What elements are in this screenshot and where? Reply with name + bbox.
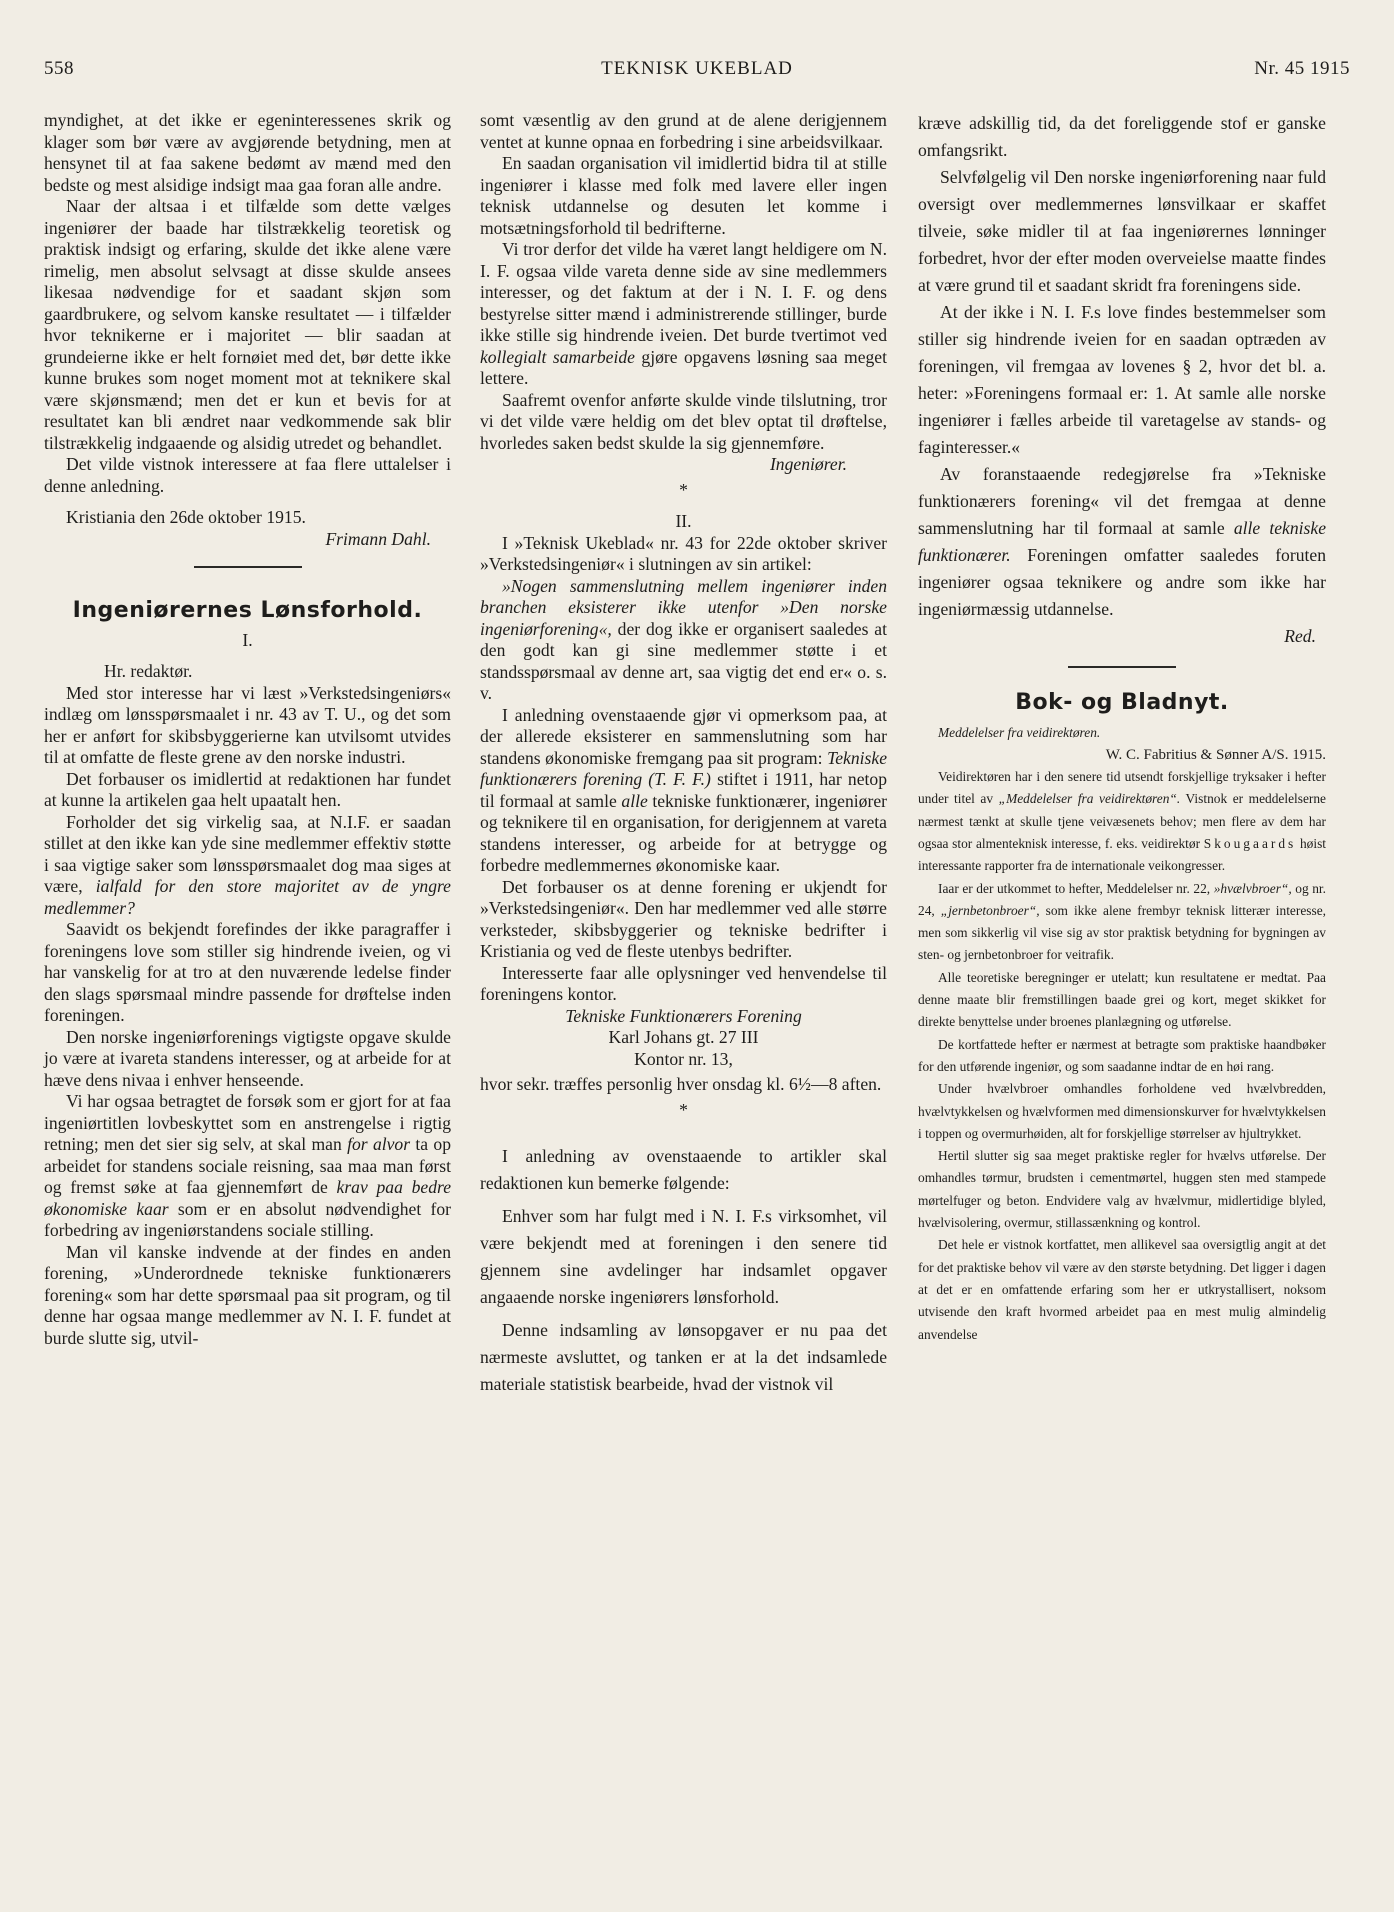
paragraph xyxy=(918,766,1326,877)
paragraph xyxy=(918,461,1326,623)
paragraph: Det forbauser os imidlertid at redaktionen har fundet at kunne la artikelen gaa helt upaatalt hen. xyxy=(44,768,451,810)
paragraph: hvor sekr. træffes personlig hver onsdag kl. 6½—8 aften. xyxy=(480,1074,882,1094)
paragraph: De kortfattede hefter er nærmest at betragte som praktiske haandbøker for den utførende ingeniør, og som saadanne indtar de en høi rang. xyxy=(918,1036,1326,1074)
page-number: 558 xyxy=(44,58,74,79)
paragraph: En saadan organisation vil imidlertid bidra til at stille ingeniører i klasse med folk med lavere eller ingen teknisk utdannelse og desuten let komme i motsætningsforhold til bedrifterne. xyxy=(480,153,887,238)
emphasis: krav paa bedre økonomiske kaar xyxy=(44,1177,452,1219)
text-run: Av foranstaaende redegjørelse fra »Tekniske funktionærers forening« vil det fremgaa at denne sammenslutning har til formaal at samle xyxy=(918,464,1326,538)
text-run: Iaar er der utkommet to hefter, Meddelelser nr. 22, xyxy=(938,880,1211,896)
issue-number: Nr. 45 1915 xyxy=(1254,58,1350,79)
organisation-name: Tekniske Funktionærers Forening xyxy=(565,1005,802,1026)
address-line: Karl Johans gt. 27 III xyxy=(608,1027,759,1047)
text-run: høist interessante rapporter fra de internationale veikongresser. xyxy=(918,835,1326,874)
paragraph xyxy=(918,878,1326,967)
paragraph xyxy=(480,705,887,877)
column-left xyxy=(44,110,451,1349)
text-run: som er en absolut nødvendighet for forbedring av ingeniørstandens sociale stilling. xyxy=(44,1198,452,1240)
paragraph: Enhver som har fulgt med i N. I. F.s virksomhet, vil være bekjendt med at foreningen i den senere tid gjennem sine avdelinger har indsamlet opgaver angaaende norske ingeniørers lønsforhold. xyxy=(480,1206,887,1307)
paragraph: Saafremt ovenfor anførte skulde vinde tilslutning, tror vi det vilde være heldig om det blev optat til drøftelse, hvorledes saken bedst skulde la sig gjennemføre. xyxy=(480,389,887,453)
emphasis: for alvor xyxy=(347,1134,411,1154)
paragraph: Med stor interesse har vi læst »Verkstedsingeniørs« indlæg om lønsspørsmaalet i nr. 43 av T. U., og det som her er anført for skibsbyggerierne kan utvilsomt utvides til at omfatte de fleste grene av den norske industri. xyxy=(44,682,451,767)
separator-asterisk: * xyxy=(679,1099,688,1120)
journal-title: TEKNISK UKEBLAD xyxy=(601,58,793,79)
emphasis: „Meddelelser fra veidirektøren“. xyxy=(998,791,1181,807)
emphasis: »Nogen sammenslutning mellem ingeniører inden branchen eksisterer ikke utenfor »Den norske ingeniørforening«, xyxy=(480,575,887,639)
emphasis: alle xyxy=(621,790,648,811)
text-run: der dog ikke er organisert saaledes at den godt kan gi sine medlemmer støtte i et standsspørsmaal av denne art, saa vigtig det end er« o. s. v. xyxy=(480,618,887,703)
paragraph: Denne indsamling av lønsopgaver er nu paa det nærmeste avsluttet, og tanken er at la det indsamlede materiale statistisk bearbeide, hvad der vistnok vil xyxy=(480,1320,887,1394)
text-run: tekniske funktionærer, ingeniører og teknikere til en organisation, for derigjennem at vareta standens interesser, og arbeide for at betrygge og forbedre medlemmernes økonomiske kaar. xyxy=(480,790,887,875)
section-divider xyxy=(1068,666,1176,668)
column-middle xyxy=(480,110,887,1398)
text-run: I anledning ovenstaaende gjør vi opmerksom paa, at der allerede eksisterer en sammenslutning som har standens økonomiske fremgang paa sit program: xyxy=(480,704,887,768)
spaced-name: Skougaards xyxy=(1203,835,1297,851)
signature: Ingeniører. xyxy=(769,454,847,474)
text-run: Veidirektøren har i den senere tid utsendt forskjellige tryksaker i hefter under titel av xyxy=(918,769,1326,807)
paragraph: Det vilde vistnok interessere at faa flere uttalelser i denne anledning. xyxy=(44,454,451,496)
emphasis: alle tekniske funktionærer. xyxy=(918,518,1326,565)
text-run: stiftet i 1911, har netop til formaal at samle xyxy=(480,769,888,811)
page-header xyxy=(44,58,1350,88)
paragraph: I »Teknisk Ukeblad« nr. 43 for 22de oktober skriver »Verkstedsingeniør« i slutningen av sin artikel: xyxy=(480,532,887,574)
part-number: I. xyxy=(242,629,253,650)
paragraph xyxy=(44,812,451,920)
salutation: Hr. redaktør. xyxy=(104,661,193,681)
emphasis: Tekniske funktionærers forening (T. F. F.) xyxy=(480,747,887,789)
paragraph xyxy=(480,576,887,705)
emphasis: »hvælvbroer“, xyxy=(1213,880,1292,896)
book-title: Meddelelser fra veidirektøren. xyxy=(938,724,1101,740)
paragraph: Interesserte faar alle oplysninger ved henvendelse til foreningens kontor. xyxy=(480,962,887,1004)
address-line: Kontor nr. 13, xyxy=(634,1048,733,1069)
separator-asterisk: * xyxy=(679,479,688,500)
paragraph: Naar der altsaa i et tilfælde som dette vælges ingeniører der baade har tilstrækkelig teoretisk og praktisk indsigt og erfaring, skulde det ikke alene være rimelig, men absolut selvsagt at disse skulde ansees likesaa nødvendige for et saadant skjøn som gaardbrukere, og selvom kanske resultatet — i tilfælder hvor teknikerne er i majoritet — blir saadan at grundeierne ikke er helt fornøiet med det, bør dette ikke kunne brukes som noget moment mot at teknikere skal være skjønsmænd; men det er kun et bevis for at resultatet kan bli ændret naar vedkommende sak blir tilstrækkelig indgaaende og alsidig utredet og behandlet. xyxy=(44,196,451,453)
paragraph: somt væsentlig av den grund at de alene derigjennem ventet at kunne opnaa en forbedring i sine arbeidsvilkaar. xyxy=(480,110,887,152)
section-title: Bok- og Bladnyt. xyxy=(1015,690,1229,715)
paragraph: myndighet, at det ikke er egeninteressenes skrik og klager som bør være av avgjørende betydning, men at hensynet til at faa sakene bedømt av mænd med den bedste og mest alsidige indsigt maa gaa foran alle andre. xyxy=(44,110,451,195)
text-run: Forholder det sig virkelig saa, at N.I.F. er saadan stillet at den ikke kan yde sine medlemmer effektiv støtte i saa vigtige saker som lønsspørsmaalet dog maa siges at være, xyxy=(44,811,451,896)
text-run: Vistnok er meddelelserne nærmest tænkt at skulle tjene veivæsenets behov; men flere av dem har ogsaa stor almenteknisk interesse, f. eks. veidirektør xyxy=(918,791,1327,851)
paragraph xyxy=(44,1091,451,1242)
paragraph: kræve adskillig tid, da det foreliggende stof er ganske omfangsrikt. xyxy=(918,113,1326,160)
paragraph: Man vil kanske indvende at der findes en anden forening, »Underordnede tekniske funktionærers forening« som har dette spørsmaal paa sit program, og til denne har ogsaa mange medlemmer av N. I. F. fundet at burde slutte sig, utvil- xyxy=(44,1241,451,1348)
section-title: Ingeniørernes Lønsforhold. xyxy=(72,598,423,623)
emphasis: kollegialt samarbeide xyxy=(480,346,635,367)
place-date: Kristiania den 26de oktober 1915. xyxy=(66,507,306,527)
text-run: Foreningen omfatter saaledes foruten ingeniører ogsaa teknikere og andre som ikke har ingeniørmæssig utdannelse. xyxy=(918,545,1327,619)
column-right xyxy=(918,110,1326,1346)
paragraph: I anledning av ovenstaaende to artikler skal redaktionen kun bemerke følgende: xyxy=(480,1146,887,1193)
section-divider xyxy=(194,566,302,568)
emphasis: ialfald for den store majoritet av de yngre medlemmer? xyxy=(44,876,451,918)
paragraph: Selvfølgelig vil Den norske ingeniørforening naar fuld oversigt over medlemmernes lønsvilkaar er skaffet tilveie, søke midler til at faa ingeniørernes lønninger forbedret, hvor der efter moden overveielse maatte findes at være grund til et saadant skridt fra foreningens side. xyxy=(918,167,1326,295)
text-run: gjøre opgavens løsning saa meget lettere. xyxy=(480,346,887,388)
text-run: ta op arbeidet for standens sociale reisning, saa maa man først og fremst søke at faa gjennemført de xyxy=(44,1134,451,1197)
text-run: Vi har ogsaa betragtet de forsøk som er gjort for at faa ingeniørtitlen lovbeskyttet som en anstrengelse i rigtig retning; men det sier sig selv, at skal man xyxy=(44,1091,451,1154)
paragraph: Hertil slutter sig saa meget praktiske regler for hvælvs utførelse. Der omhandles tørmur, brudsten i cementmørtel, huggen sten med stampede mørtelfuger og beton. Endvidere valg av hvælvmur, midlertidige blyled, hvælvisolering, overmur, stillassænkning og kontrol. xyxy=(918,1148,1326,1231)
paragraph: Den norske ingeniørforenings vigtigste opgave skulde jo være at ivareta standens interesser, og at arbeide for at hæve dens nivaa i enhver henseende. xyxy=(44,1026,451,1090)
paragraph: Alle teoretiske beregninger er utelatt; kun resultatene er medtat. Paa denne maate blir fremstillingen baade grei og kort, meget skikket for direkte benyttelse under broenes planlægning og utførelse. xyxy=(918,969,1326,1030)
paragraph: Det forbauser os at denne forening er ukjendt for »Verkstedsingeniør«. Den har medlemmer ved alle større verksteder, skibsbyggerier og tekniske bedrifter i Kristiania og ved de fleste utenbys bedrifter. xyxy=(480,876,887,961)
text-run: Vi tror derfor det vilde ha været langt heldigere om N. I. F. ogsaa vilde vareta denne side av sine medlemmers interesser, og det faktum at der i N. I. F. og dens bestyrelse sitter mænd i administrerende stillinger, burde ikke stille sig hindrende iveien. Det burde tvertimot ved xyxy=(480,239,887,345)
signature: Frimann Dahl. xyxy=(325,528,431,549)
paragraph xyxy=(480,239,887,390)
part-number: II. xyxy=(675,511,692,531)
paragraph: Det hele er vistnok kortfattet, men allikevel saa oversigtlig angit at det for det praktiske behov vil være av den største betydning. Det ligger i dagen at det er en omfattende erfaring som her er utkrystallisert, noksom utvisende den kraft hvormed arbeidet paa en mest mulig almindelig anvendelse xyxy=(918,1237,1326,1342)
emphasis: „jernbetonbroer“, xyxy=(940,902,1040,918)
paragraph: Under hvælvbroer omhandles forholdene ved hvælvbredden, hvælvtykkelsen og hvælvformen med dimensionskurver for hvælvtykkelsen i toppen og overmurhøiden, alt for forskjellige størrelser av hjultrykket. xyxy=(918,1081,1326,1141)
text-run: som ikke alene frembyr teknisk litterær interesse, men som sikkerlig vil vise sig av stor praktisk betydning for bygningen av sten- og jernbetonbroer for veitrafik. xyxy=(918,902,1326,963)
signature: Red. xyxy=(1284,626,1316,646)
publisher: W. C. Fabritius & Sønner A/S. 1915. xyxy=(1105,746,1326,763)
paragraph: At der ikke i N. I. F.s love findes bestemmelser som stiller sig hindrende iveien for en saadan optræden av foreningen, vil fremgaa av lovenes § 2, hvor det bl. a. heter: »Foreningens formaal er: 1. At samle alle norske ingeniører i fælles arbeide til varetagelse av stands- og faginteresser.« xyxy=(918,302,1326,457)
text-run: og nr. 24, xyxy=(918,880,1326,918)
paragraph: Saavidt os bekjendt forefindes der ikke paragraffer i foreningens love som stiller sig hindrende iveien, og vi har vanskelig for at tro at den nuværende ledelse finder den slags spørsmaal mindre passende for drøftelse inden foreningen. xyxy=(44,919,451,1025)
